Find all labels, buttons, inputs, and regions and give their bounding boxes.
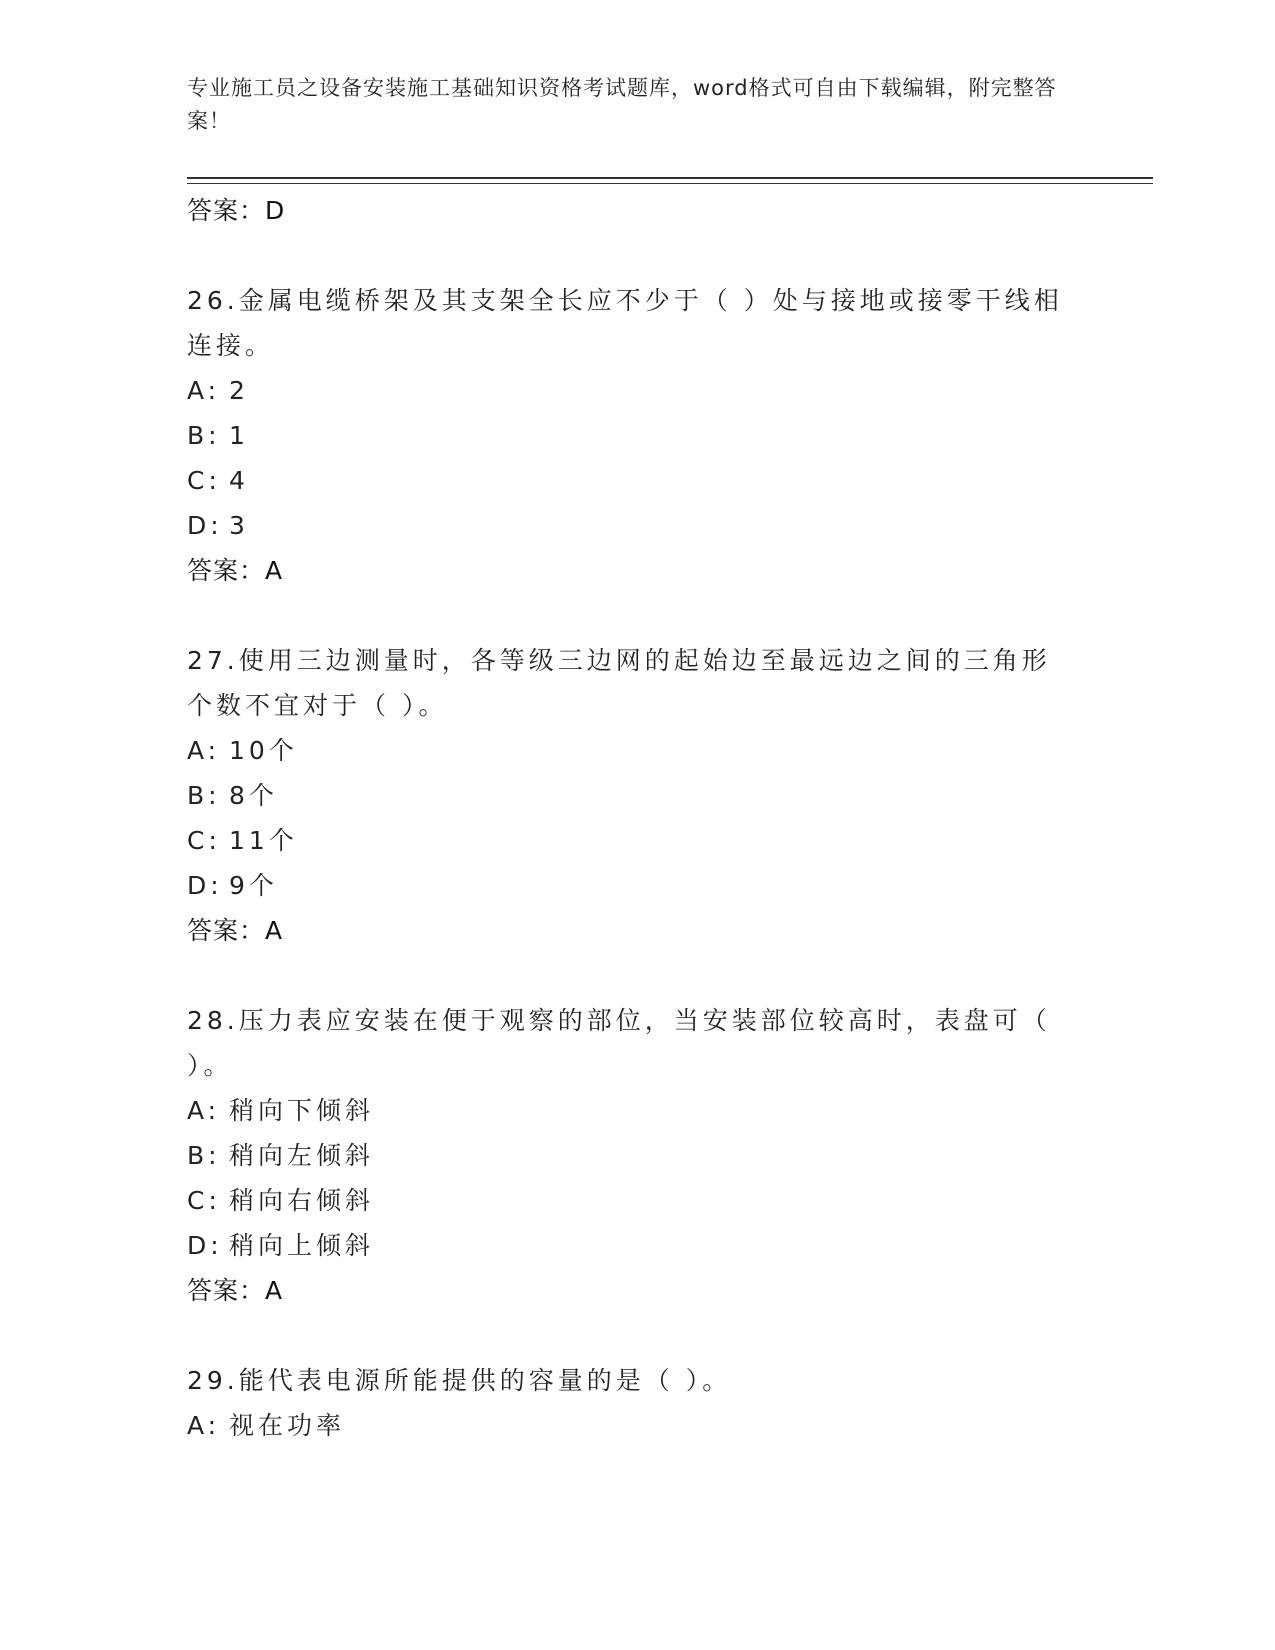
question-26 xyxy=(187,278,1077,593)
option-a xyxy=(187,368,1077,413)
option-letter: A: xyxy=(187,1411,221,1440)
question-28 xyxy=(187,998,1077,1313)
option-a xyxy=(187,728,1077,773)
option-letter: B: xyxy=(187,421,221,450)
previous-question-answer: 答案：D xyxy=(187,196,286,225)
option-c xyxy=(187,818,1077,863)
option-text: 1 xyxy=(229,421,249,450)
option-b xyxy=(187,1133,1077,1178)
option-text: 10个 xyxy=(229,736,298,765)
question-answer: 答案：A xyxy=(187,916,284,945)
question-text: 29.能代表电源所能提供的容量的是（ ）。 xyxy=(187,1366,732,1395)
option-letter: D: xyxy=(187,1231,223,1260)
option-text: 11个 xyxy=(229,826,298,855)
question-text: 27.使用三边测量时，各等级三边网的起始边至最远边之间的三角形个数不宜对于（ ）。 xyxy=(187,646,1051,720)
option-text: 稍向右倾斜 xyxy=(229,1186,375,1215)
option-text: 4 xyxy=(229,466,249,495)
question-answer: 答案：A xyxy=(187,556,284,585)
option-text: 8个 xyxy=(229,781,278,810)
option-c xyxy=(187,458,1077,503)
header-divider-thin xyxy=(187,183,1153,184)
option-c xyxy=(187,1178,1077,1223)
question-29 xyxy=(187,1358,1077,1448)
document-header: 专业施工员之设备安装施工基础知识资格考试题库，word格式可自由下载编辑，附完整答案！ xyxy=(187,76,1057,133)
option-letter: C: xyxy=(187,466,221,495)
option-letter: D: xyxy=(187,511,223,540)
option-letter: C: xyxy=(187,826,221,855)
option-letter: A: xyxy=(187,1096,221,1125)
option-text: 9个 xyxy=(229,871,278,900)
option-letter: B: xyxy=(187,781,221,810)
option-letter: B: xyxy=(187,1141,221,1170)
question-27 xyxy=(187,638,1077,953)
option-d xyxy=(187,503,1077,548)
option-letter: A: xyxy=(187,736,221,765)
option-a xyxy=(187,1403,1077,1448)
option-text: 3 xyxy=(229,511,249,540)
option-letter: C: xyxy=(187,1186,221,1215)
option-b xyxy=(187,773,1077,818)
question-list xyxy=(187,188,1077,1448)
option-text: 视在功率 xyxy=(229,1411,346,1440)
question-text: 28.压力表应安装在便于观察的部位，当安装部位较高时，表盘可（ ）。 xyxy=(187,1006,1051,1080)
option-d xyxy=(187,863,1077,908)
option-text: 稍向左倾斜 xyxy=(229,1141,375,1170)
option-letter: D: xyxy=(187,871,223,900)
question-answer: 答案：A xyxy=(187,1276,284,1305)
option-text: 稍向下倾斜 xyxy=(229,1096,375,1125)
option-d xyxy=(187,1223,1077,1268)
option-a xyxy=(187,1088,1077,1133)
option-letter: A: xyxy=(187,376,221,405)
question-text: 26.金属电缆桥架及其支架全长应不少于（ ）处与接地或接零干线相连接。 xyxy=(187,286,1063,360)
header-divider-thick xyxy=(187,177,1153,179)
option-text: 2 xyxy=(229,376,249,405)
option-text: 稍向上倾斜 xyxy=(229,1231,375,1260)
option-b xyxy=(187,413,1077,458)
